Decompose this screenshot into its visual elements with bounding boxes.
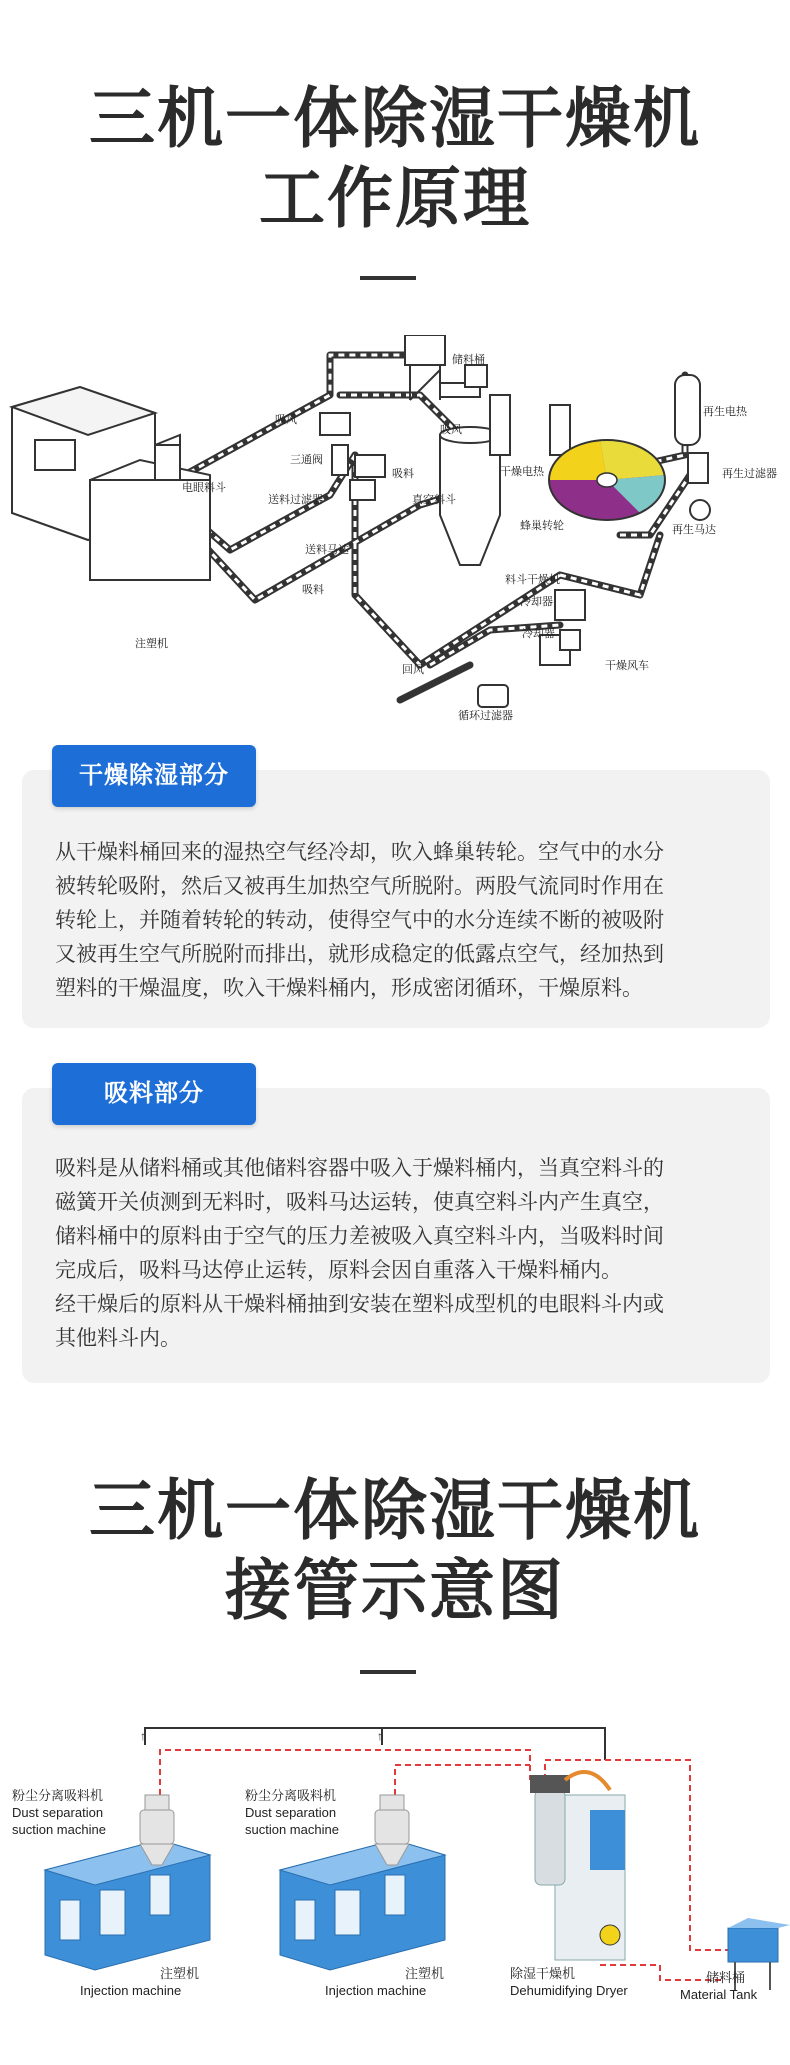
label-dry-heater: 干燥电热 [500, 466, 544, 478]
drying-section-tag: 干燥除湿部分 [52, 745, 256, 807]
label-dry-fan: 干燥风车 [605, 660, 649, 672]
label-suction-material-top: 吸料 [392, 468, 414, 480]
section2-title-line2: 接管示意图 [225, 1553, 565, 1627]
loader1-label-cn: 粉尘分离吸料机 [12, 1788, 104, 1803]
label-three-way-valve: 三通阀 [290, 454, 323, 466]
text-line: 又被再生空气所脱附而排出，就形成稳定的低露点空气，经加热到 [55, 943, 664, 966]
tank-label-cn: 储料桶 [706, 1970, 746, 1985]
label-electric-eye-hopper: 电眼料斗 [182, 482, 226, 494]
working-principle-diagram [0, 335, 790, 730]
loader2-label-en1: Dust separation [245, 1805, 337, 1820]
text-line: 磁簧开关侦测到无料时，吸料马达运转，使真空料斗内产生真空， [55, 1191, 664, 1214]
svg-text:↑: ↑ [377, 1729, 383, 1743]
piping-schematic-diagram [0, 1720, 790, 2020]
section1-title-line2: 工作原理 [259, 161, 531, 235]
label-cooler-top: 冷却器 [520, 596, 553, 608]
text-line: 塑料的干燥温度，吹入干燥料桶内，形成密闭循环，干燥原料。 [55, 977, 643, 1000]
inj1-label-en: Injection machine [80, 1983, 182, 1998]
text-line: 被转轮吸附，然后又被再生加热空气所脱附。两股气流同时作用在 [55, 875, 664, 898]
text-line: 吸料是从储料桶或其他储料容器中吸入于燥料桶内，当真空料斗的 [55, 1157, 664, 1180]
section2-title-line1: 三机一体除湿干燥机 [89, 1473, 701, 1547]
label-hopper-dryer: 料斗干燥机 [505, 574, 560, 586]
text-line: 完成后，吸料马达停止运转，原料会因自重落入干燥料桶内。 [55, 1259, 622, 1282]
loader2-label-cn: 粉尘分离吸料机 [245, 1788, 337, 1803]
text-line: 储料桶中的原料由于空气的压力差被吸入真空料斗内，当吸料时间 [55, 1225, 664, 1248]
text-line: 经干燥后的原料从干燥料桶抽到安装在塑料成型机的电眼料斗内或 [55, 1293, 664, 1316]
label-regen-motor: 再生马达 [672, 524, 716, 536]
text-line: 转轮上，并随着转轮的转动，使得空气中的水分连续不断的被吸附 [55, 909, 664, 932]
label-circulation-filter: 循环过滤器 [458, 710, 513, 722]
inj2-label-en: Injection machine [325, 1983, 427, 1998]
label-storage-bucket: 储料桶 [452, 354, 485, 366]
inj2-label-cn: 注塑机 [405, 1966, 445, 1981]
label-suction-wind-right: 吸风 [440, 424, 462, 436]
label-suction-wind-left: 吸风 [275, 414, 297, 426]
suction-section-text [55, 1152, 755, 1356]
label-feed-motor: 送料马达 [305, 544, 349, 556]
loader1-label-en1: Dust separation [12, 1805, 104, 1820]
label-regen-heater: 再生电热 [703, 406, 747, 418]
label-suction-material-bottom: 吸料 [302, 584, 324, 596]
label-cooler-bottom: 冷却器 [522, 628, 555, 640]
label-injection-machine: 注塑机 [135, 638, 168, 650]
dryer-label-cn: 除湿干燥机 [510, 1966, 576, 1981]
svg-text:↑: ↑ [140, 1729, 146, 1743]
title-divider-2 [360, 1670, 416, 1674]
loader2-label-en2: suction machine [245, 1822, 339, 1837]
dryer-label-en: Dehumidifying Dryer [510, 1983, 628, 1998]
label-vacuum-hopper: 真空料斗 [412, 494, 456, 506]
title-divider [360, 276, 416, 280]
label-return-air: 回风 [402, 664, 424, 676]
drying-section-text [55, 836, 755, 1006]
text-line: 其他料斗内。 [55, 1327, 181, 1350]
section1-title-line1: 三机一体除湿干燥机 [89, 81, 701, 155]
text-line: 从干燥料桶回来的湿热空气经冷却，吹入蜂巢转轮。空气中的水分 [55, 841, 664, 864]
label-regen-filter: 再生过滤器 [722, 468, 777, 480]
inj1-label-cn: 注塑机 [160, 1966, 200, 1981]
label-feed-filter: 送料过滤器 [268, 494, 323, 506]
loader1-label-en2: suction machine [12, 1822, 106, 1837]
tank-label-en: Material Tank [680, 1987, 758, 2002]
label-honeycomb-wheel: 蜂巢转轮 [520, 520, 564, 532]
suction-section-tag: 吸料部分 [52, 1063, 256, 1125]
